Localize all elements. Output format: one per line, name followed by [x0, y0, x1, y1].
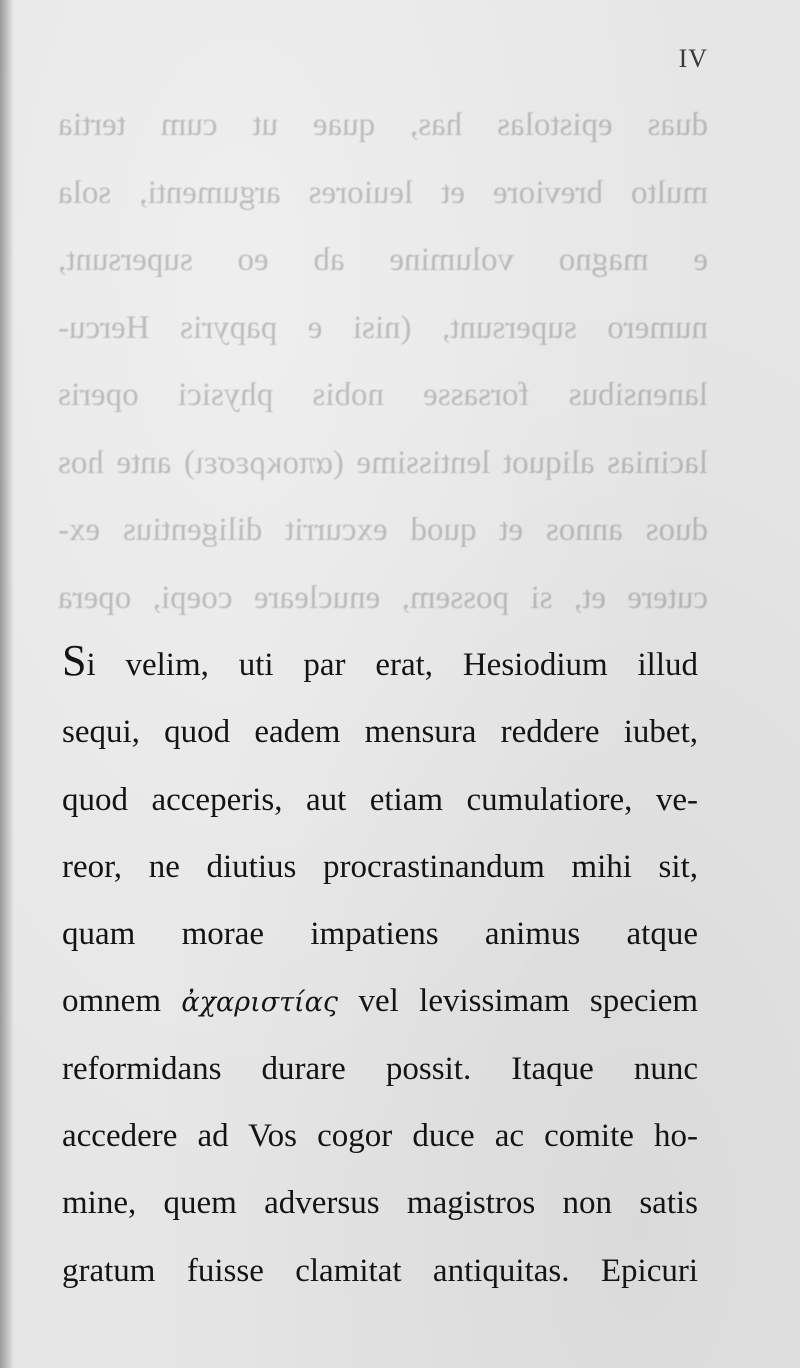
- line-text: vel levissimam speciem: [358, 983, 699, 1020]
- bleed-line: lacinias aliquot lentissime (αποκρεσει) ante hos: [58, 444, 708, 481]
- text-line: reor, ne diutius procrastinandum mihi sit,: [62, 848, 698, 885]
- bleed-line: numero supersunt, (nisi e papyris Hercu-: [58, 309, 708, 346]
- text-line: reformidans durare possit. Itaque nunc: [62, 1050, 698, 1087]
- page-gutter-shadow: [0, 0, 14, 1368]
- text-line: mine, quem adversus magistros non satis: [62, 1185, 698, 1222]
- body-text: [62, 632, 698, 1305]
- text-line: gratum fuisse clamitat antiquitas. Epicuri: [62, 1252, 698, 1289]
- text-line: quam morae impatiens animus atque: [62, 916, 698, 953]
- drop-cap: S: [62, 636, 87, 685]
- page-number: IV: [678, 44, 708, 73]
- bleed-line: multo breviore et leuiores argumenti, sola: [58, 174, 708, 211]
- line-text: omnem: [62, 983, 161, 1020]
- bleed-line: duas epistolas has, quae ut cum tertia: [58, 107, 708, 143]
- text-line: sequi, quod eadem mensura reddere iubet,: [62, 714, 698, 751]
- bleed-line: e magno volumine ab eo supersunt,: [58, 242, 708, 278]
- text-line: [62, 632, 698, 699]
- text-line: accedere ad Vos cogor duce ac comite ho-: [62, 1118, 698, 1155]
- bleed-line: cutere et, si possem, enucleare coepi, opera: [58, 579, 708, 616]
- bleed-through-text: [58, 92, 708, 632]
- text-line: quod acceperis, aut etiam cumulatiore, ve-: [62, 781, 698, 818]
- text-line: [62, 968, 698, 1035]
- greek-word: ἀχαριστίας: [181, 987, 339, 1019]
- bleed-line: duos annos et quod excurrit diligentius ex-: [58, 512, 708, 548]
- bleed-line: lanensibus forsasse nobis physici operis: [58, 377, 708, 413]
- line-text: i velim, uti par erat, Hesiodium illud: [86, 647, 698, 683]
